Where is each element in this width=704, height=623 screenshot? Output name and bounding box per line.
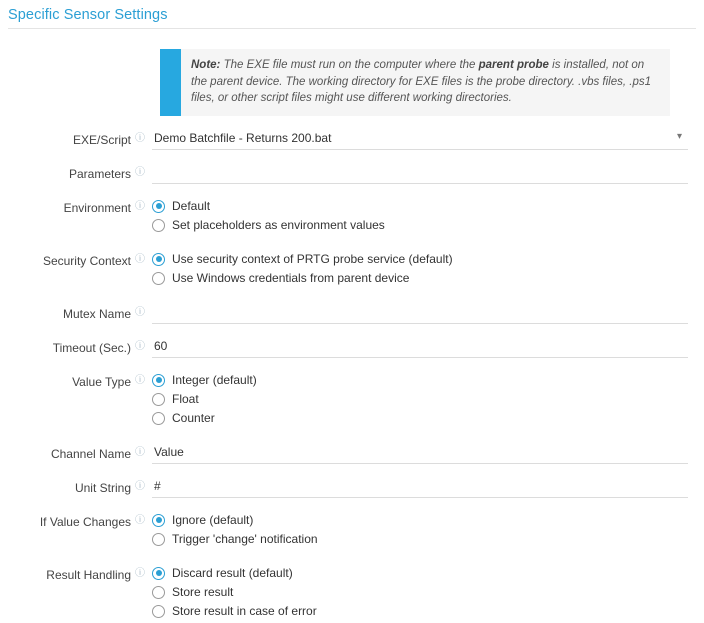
value-type-option-label: Integer (default) — [172, 373, 257, 388]
label-if-value-changes — [0, 512, 152, 529]
help-icon[interactable]: ⓘ — [135, 254, 145, 266]
label-security-context-text: Security Context — [42, 254, 131, 269]
label-unit-string — [0, 478, 152, 495]
result-handling-option-discard[interactable] — [152, 566, 688, 580]
help-icon[interactable]: ⓘ — [135, 515, 145, 527]
help-icon[interactable]: ⓘ — [135, 341, 145, 353]
field-mutex-name — [152, 304, 696, 324]
value-type-radio-group — [152, 372, 688, 425]
if-value-changes-option-trigger[interactable] — [152, 532, 688, 546]
field-security-context — [152, 251, 696, 290]
if-value-changes-option-ignore[interactable] — [152, 513, 688, 527]
label-if-value-changes-text: If Value Changes — [39, 515, 131, 530]
label-unit-string-text: Unit String — [74, 481, 131, 496]
row-if-value-changes — [0, 512, 704, 551]
label-mutex-name-text: Mutex Name — [62, 307, 131, 322]
unit-string-input[interactable] — [152, 478, 688, 498]
note-bold-parent-probe: parent probe — [478, 59, 549, 71]
environment-radio-group — [152, 198, 688, 232]
radio-icon[interactable] — [152, 533, 165, 546]
label-value-type-text: Value Type — [72, 375, 131, 390]
note-accent-bar — [160, 49, 181, 116]
help-icon[interactable]: ⓘ — [135, 167, 145, 179]
if-value-changes-option-label: Trigger 'change' notification — [172, 532, 318, 547]
result-handling-option-label: Discard result (default) — [172, 566, 293, 581]
note-text-part1: The EXE file must run on the computer where the — [220, 59, 479, 71]
row-security-context — [0, 251, 704, 290]
radio-icon[interactable] — [152, 393, 165, 406]
help-icon[interactable]: ⓘ — [135, 133, 145, 145]
row-timeout — [0, 338, 704, 358]
radio-icon[interactable] — [152, 567, 165, 580]
field-value-type — [152, 372, 696, 430]
environment-option-placeholders[interactable] — [152, 218, 688, 232]
label-exe-script-text: EXE/Script — [72, 133, 131, 148]
label-channel-name-text: Channel Name — [50, 447, 131, 462]
value-type-option-label: Float — [172, 392, 199, 407]
field-environment — [152, 198, 696, 237]
value-type-option-label: Counter — [172, 411, 215, 426]
page-title: Specific Sensor Settings — [8, 7, 168, 23]
title-divider — [8, 28, 696, 29]
result-handling-option-label: Store result — [172, 585, 234, 600]
field-unit-string — [152, 478, 696, 498]
label-result-handling — [0, 565, 152, 582]
radio-icon[interactable] — [152, 374, 165, 387]
row-environment — [0, 198, 704, 237]
channel-name-input[interactable] — [152, 444, 688, 464]
radio-icon[interactable] — [152, 253, 165, 266]
field-if-value-changes — [152, 512, 696, 551]
label-channel-name — [0, 444, 152, 461]
help-icon[interactable]: ⓘ — [135, 307, 145, 319]
security-context-option-windows-credentials[interactable] — [152, 271, 688, 285]
label-timeout-text: Timeout (Sec.) — [52, 341, 131, 356]
exe-script-selected-value[interactable]: Demo Batchfile - Returns 200.bat — [152, 130, 688, 150]
radio-icon[interactable] — [152, 412, 165, 425]
result-handling-radio-group — [152, 565, 688, 618]
label-exe-script — [0, 130, 152, 147]
chevron-down-icon[interactable]: ▾ — [676, 131, 682, 143]
result-handling-option-store-on-error[interactable] — [152, 604, 688, 618]
label-value-type — [0, 372, 152, 389]
environment-option-default[interactable] — [152, 199, 688, 213]
help-icon[interactable]: ⓘ — [135, 481, 145, 493]
field-exe-script — [152, 130, 696, 150]
if-value-changes-radio-group — [152, 512, 688, 546]
help-icon[interactable]: ⓘ — [135, 568, 145, 580]
exe-script-select[interactable] — [152, 130, 688, 150]
row-value-type — [0, 372, 704, 430]
radio-icon[interactable] — [152, 586, 165, 599]
label-parameters — [0, 164, 152, 181]
radio-icon[interactable] — [152, 200, 165, 213]
field-timeout — [152, 338, 696, 358]
note-prefix: Note: — [191, 59, 221, 71]
radio-icon[interactable] — [152, 219, 165, 232]
label-environment-text: Environment — [63, 201, 131, 216]
if-value-changes-option-label: Ignore (default) — [172, 513, 254, 528]
label-mutex-name — [0, 304, 152, 321]
row-parameters — [0, 164, 704, 184]
row-channel-name — [0, 444, 704, 464]
row-unit-string — [0, 478, 704, 498]
security-context-option-label: Use Windows credentials from parent device — [172, 271, 410, 286]
label-parameters-text: Parameters — [68, 167, 131, 182]
timeout-input[interactable] — [152, 338, 688, 358]
label-environment — [0, 198, 152, 215]
help-icon[interactable]: ⓘ — [135, 375, 145, 387]
result-handling-option-label: Store result in case of error — [172, 604, 317, 619]
radio-icon[interactable] — [152, 605, 165, 618]
mutex-name-input[interactable] — [152, 304, 688, 324]
help-icon[interactable]: ⓘ — [135, 447, 145, 459]
note-text-part2: is installed, not on the parent device. The working directory for EXE files is the probe directory. .vbs files, .ps1 files, or other script files might use different working directories. — [191, 59, 651, 105]
field-channel-name — [152, 444, 696, 464]
note-text — [181, 49, 670, 116]
security-context-radio-group — [152, 251, 688, 285]
environment-option-label: Default — [172, 199, 211, 214]
radio-icon[interactable] — [152, 272, 165, 285]
parameters-input[interactable] — [152, 164, 688, 184]
row-exe-script — [0, 130, 704, 150]
note-callout — [160, 49, 670, 116]
security-context-option-probe-service[interactable] — [152, 252, 688, 266]
field-parameters — [152, 164, 696, 184]
row-result-handling — [0, 565, 704, 623]
row-mutex-name — [0, 304, 704, 324]
value-type-option-float[interactable] — [152, 392, 688, 406]
field-result-handling — [152, 565, 696, 623]
help-icon[interactable]: ⓘ — [135, 201, 145, 213]
label-result-handling-text: Result Handling — [46, 568, 131, 583]
security-context-option-label: Use security context of PRTG probe service (default) — [172, 252, 453, 267]
result-handling-option-store[interactable] — [152, 585, 688, 599]
environment-option-label: Set placeholders as environment values — [172, 218, 385, 233]
value-type-option-integer[interactable] — [152, 373, 688, 387]
label-security-context — [0, 251, 152, 268]
radio-icon[interactable] — [152, 514, 165, 527]
value-type-option-counter[interactable] — [152, 411, 688, 425]
label-timeout — [0, 338, 152, 355]
